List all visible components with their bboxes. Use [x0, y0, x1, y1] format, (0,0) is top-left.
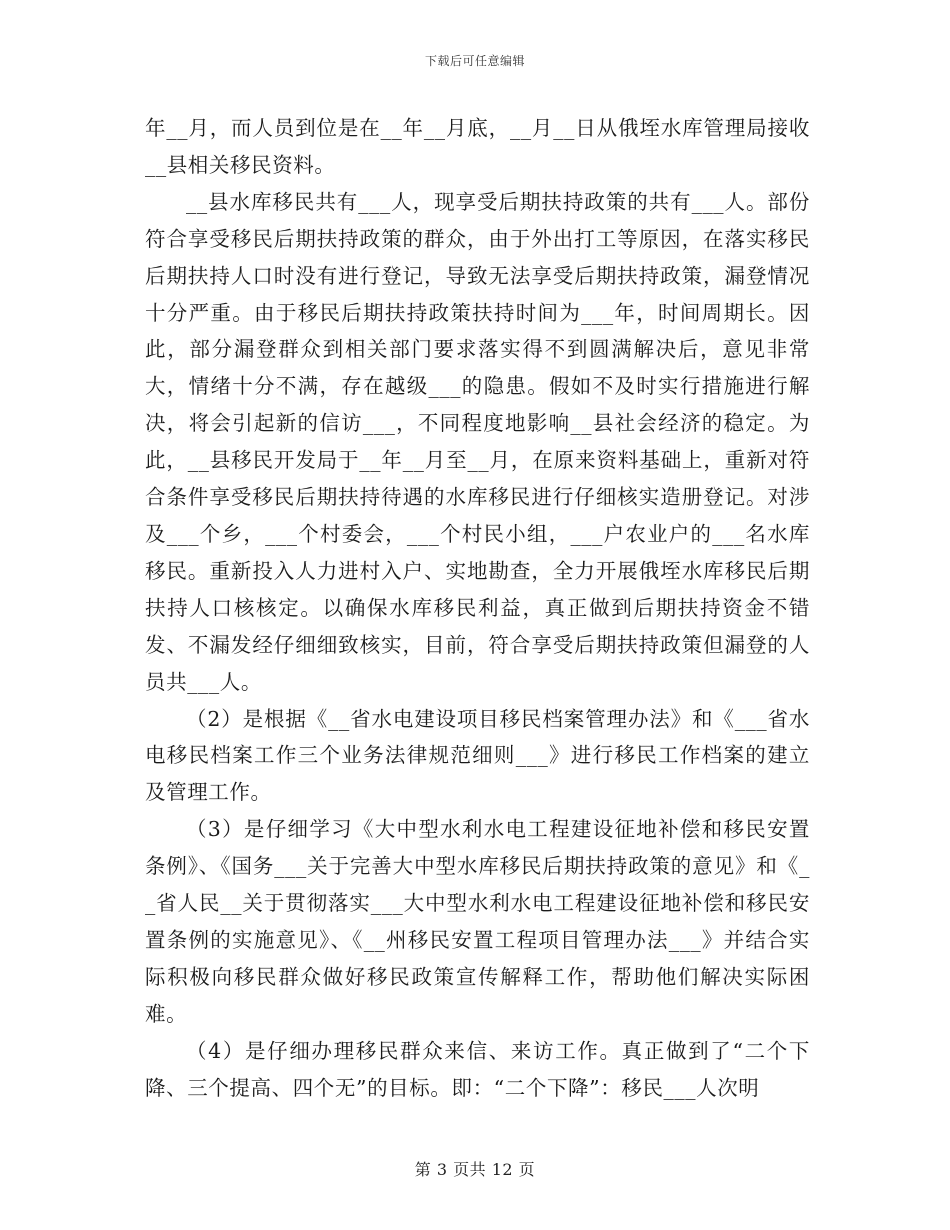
- paragraph-item-2: （2）是根据《__省水电建设项目移民档案管理办法》和《___省水电移民档案工作三个业务法律规范细则___》进行移民工作档案的建立及管理工作。: [145, 706, 810, 805]
- paragraph-resettlement-registration: __县水库移民共有___人，现享受后期扶持政策的共有___人。部份符合享受移民后期扶持政策的群众，由于外出打工等原因，在落实移民后期扶持人口时没有进行登记，导致无法享受后期扶持政策，漏登情况十分严重。由于移民后期扶持政策扶持时间为___年，时间周期长。因此，部分漏登群众到相关部门要求落实得不到圆满解决后，意见非常大，情绪十分不满，存在越级___的隐患。假如不及时实行措施进行解决，将会引起新的信访___，不同程度地影响__县社会经济的稳定。为此，__县移民开发局于__年__月至__月，在原来资料基础上，重新对符合条件享受移民后期扶持待遇的水库移民进行仔细核实造册登记。对涉及___个乡，___个村委会，___个村民小组，___户农业户的___名水库移民。重新投入人力进村入户、实地勘查，全力开展俄垤水库移民后期扶持人口核核定。以确保水库移民利益，真正做到后期扶持资金不错发、不漏发经仔细细致核实，目前，符合享受后期扶持政策但漏登的人员共___人。: [145, 189, 810, 694]
- page-header: 下载后可任意编辑: [424, 54, 525, 68]
- paragraph-item-4: （4）是仔细办理移民群众来信、来访工作。真正做到了“二个下降、三个提高、四个无”的目标。即：“二个下降”：移民___人次明: [145, 1038, 810, 1100]
- paragraph-item-3: （3）是仔细学习《大中型水利水电工程建设征地补偿和移民安置条例》、《国务___关于完善大中型水库移民后期扶持政策的意见》和《__省人民__关于贯彻落实___大中型水利水电工程建设征地补偿和移民安置条例的实施意见》、《__州移民安置工程项目管理办法___》并结合实际积极向移民群众做好移民政策宣传解释工作，帮助他们解决实际困难。: [145, 817, 810, 1026]
- page-number-footer: 第 3 页共 12 页: [414, 1160, 536, 1179]
- paragraph-continuation: 年__月，而人员到位是在__年__月底，__月__日从俄垤水库管理局接收__县相关移民资料。: [145, 116, 810, 177]
- document-body: [145, 110, 810, 1106]
